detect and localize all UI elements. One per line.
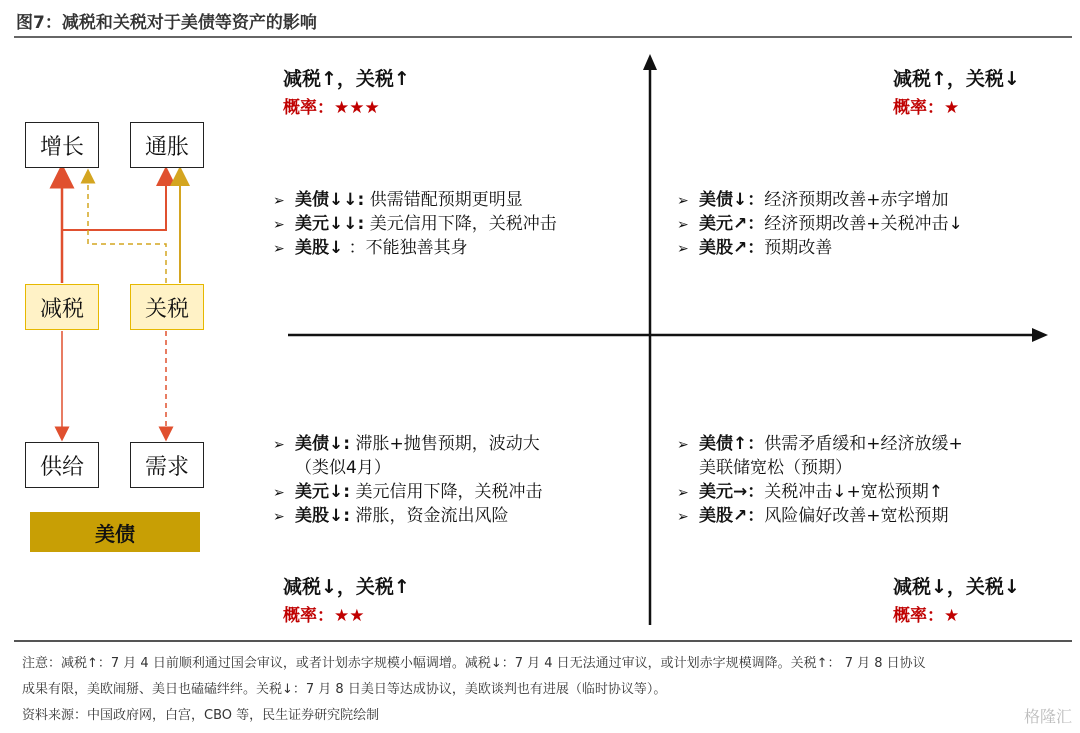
q-top-left-item: ➢ 美股↓ ：不能独善其身 [273,238,468,258]
q-bottom-left-item: ➢ 美股↓: 滞胀，资金流出风险 [273,506,509,526]
q-top-left-item: ➢ 美元↓↓: 美元信用下降，关税冲击 [273,214,557,234]
q-bottom-left-item: ➢ 美元↓: 美元信用下降，关税冲击 [273,482,543,502]
q-top-left-heading: 减税↑，关税↑ [283,68,410,90]
q-top-right-probability: 概率：★ [893,98,960,118]
watermark: 格隆汇 [1023,707,1072,726]
quadrant-axes [280,50,1060,630]
q-top-right-item: ➢ 美元↗：经济预期改善+关税冲击↓ [677,214,963,234]
node-supply: 供给 [25,442,99,488]
q-top-right-heading: 减税↑，关税↓ [893,68,1020,90]
arrow-taxcut-inflation [62,176,166,230]
q-top-left-item: ➢ 美债↓↓: 供需错配预期更明显 [273,190,523,210]
q-bottom-right-item: ➢ 美股↗：风险偏好改善+宽松预期 [677,506,949,526]
footer-rule [14,640,1072,642]
q-top-right-item: ➢ 美债↓：经济预期改善+赤字增加 [677,190,949,210]
figure-title: 图7：减税和关税对于美债等资产的影响 [16,13,317,33]
note-line-1: 注意：减税↑：7 月 4 日前顺利通过国会审议，或者计划赤字规模小幅调增。减税↓：7 月 4 日无法通过审议，或计划赤字规模调降。关税↑： 7 月 8 日协议 [22,656,926,671]
q-bottom-right-item: 美联储宽松（预期） [699,458,852,478]
node-inflation: 通胀 [130,122,204,168]
source-line: 资料来源：中国政府网，白宫，CBO 等，民生证券研究院绘制 [22,708,380,723]
node-growth: 增长 [25,122,99,168]
q-bottom-right-item: ➢ 美元→：关税冲击↓+宽松预期↑ [677,482,943,502]
q-bottom-right-probability: 概率：★ [893,606,960,626]
q-bottom-left-item: （类似4月） [295,458,391,478]
node-tax-cut: 减税 [25,284,99,330]
q-bottom-right-heading: 减税↓，关税↓ [893,576,1020,598]
q-bottom-left-probability: 概率：★★ [283,606,365,626]
node-tariff: 关税 [130,284,204,330]
treasury-bar: 美债 [30,512,200,552]
q-bottom-left-item: ➢ 美债↓: 滞胀+抛售预期，波动大 [273,434,540,454]
q-top-right-item: ➢ 美股↗：预期改善 [677,238,833,258]
q-bottom-right-item: ➢ 美债↑：供需矛盾缓和+经济放缓+ [677,434,963,454]
q-bottom-left-heading: 减税↓，关税↑ [283,576,410,598]
q-top-left-probability: 概率：★★★ [283,98,380,118]
node-demand: 需求 [130,442,204,488]
note-line-2: 成果有限，美欧闹掰、美日也磕磕绊绊。关税↓：7 月 8 日美日等达成协议，美欧谈判也有进展（临时协议等）。 [22,682,667,697]
